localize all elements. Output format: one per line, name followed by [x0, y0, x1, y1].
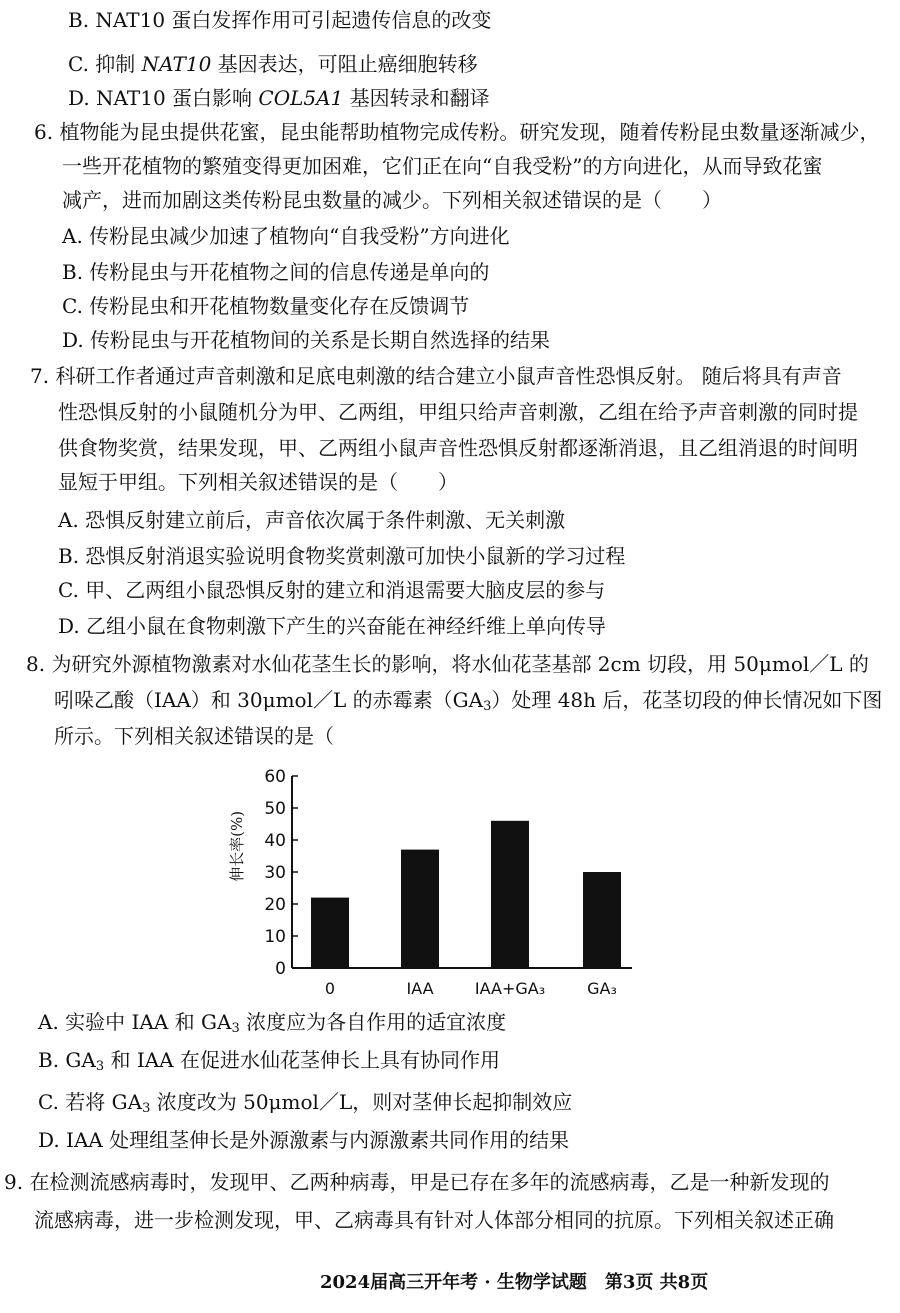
- bar-3: [583, 872, 621, 968]
- q7-option-a: A. 恐惧反射建立前后，声音依次属于条件刺激、无关刺激: [58, 508, 566, 532]
- q6-stem-2: 一些开花植物的繁殖变得更加困难，它们正在向“自我受粉”的方向进化，从而导致花蜜: [62, 154, 823, 178]
- q5-d-gene: COL5A1: [258, 86, 344, 110]
- q5-option-d: [68, 84, 490, 112]
- q8-b-sub: 3: [95, 1059, 105, 1074]
- q8-c-sub: 3: [142, 1101, 151, 1116]
- bar-1: [401, 850, 439, 968]
- q5-c-gene: NAT10: [141, 52, 212, 76]
- page-footer: 2024届高三开年考 · 生物学试题 第3页 共8页: [320, 1272, 709, 1293]
- y-tick-label: 20: [264, 895, 286, 915]
- x-category-label: IAA+GA₃: [474, 979, 546, 998]
- q8-stem-3: 所示。下列相关叙述错误的是（: [54, 724, 334, 748]
- q9-stem-1: 9. 在检测流感病毒时，发现甲、乙两种病毒，甲是已存在多年的流感病毒，乙是一种新发现的: [4, 1170, 830, 1194]
- q5-c-suffix: 基因表达，可阻止癌细胞转移: [211, 52, 478, 76]
- q7-stem-3: 供食物奖赏，结果发现，甲、乙两组小鼠声音性恐惧反射都逐渐消退，且乙组消退的时间明: [58, 436, 858, 460]
- bar-0: [311, 898, 349, 968]
- q6-option-a: A. 传粉昆虫减少加速了植物向“自我受粉”方向进化: [62, 224, 510, 248]
- q8-stem-1: 8. 为研究外源植物激素对水仙花茎生长的影响，将水仙花茎基部 2cm 切段，用 50μmol／L 的: [26, 652, 869, 676]
- y-tick-label: 60: [264, 767, 286, 787]
- q8-stem-2a: 吲哚乙酸（IAA）和 30μmol／L 的赤霉素（GA: [54, 688, 484, 712]
- q6-stem-1: 6. 植物能为昆虫提供花蜜，昆虫能帮助植物完成传粉。研究发现，随着传粉昆虫数量逐渐减少，: [34, 120, 880, 144]
- bar-2: [491, 821, 529, 968]
- q8-c-c: 浓度改为 50μmol／L，则对茎伸长起抑制效应: [150, 1090, 573, 1114]
- q7-option-c: C. 甲、乙两组小鼠恐惧反射的建立和消退需要大脑皮层的参与: [58, 578, 606, 602]
- q6-stem-3: 减产，进而加剧这类传粉昆虫数量的减少。下列相关叙述错误的是（ ）: [62, 188, 722, 212]
- q6-option-b: B. 传粉昆虫与开花植物之间的信息传递是单向的: [62, 260, 490, 284]
- y-tick-label: 40: [264, 831, 286, 851]
- q8-a-a: A. 实验中 IAA 和 GA: [38, 1010, 232, 1034]
- x-category-label: IAA: [406, 979, 434, 998]
- y-axis-label: 伸长率(%): [228, 810, 246, 882]
- q8-c-a: C. 若将 GA: [38, 1090, 143, 1114]
- y-tick-label: 30: [264, 863, 286, 883]
- q7-option-d: D. 乙组小鼠在食物刺激下产生的兴奋能在神经纤维上单向传导: [58, 614, 607, 638]
- q6-option-d: D. 传粉昆虫与开花植物间的关系是长期自然选择的结果: [62, 328, 551, 352]
- q8-a-c: 浓度应为各自作用的适宜浓度: [239, 1010, 507, 1034]
- q7-stem-1: 7. 科研工作者通过声音刺激和足底电刺激的结合建立小鼠声音性恐惧反射。 随后将具有声音: [30, 364, 842, 388]
- q8-b-a: B. GA: [38, 1048, 96, 1072]
- q8-stem-2-sub: 3: [483, 699, 492, 714]
- q8-b-c: 和 IAA 在促进水仙花茎伸长上具有协同作用: [104, 1048, 500, 1072]
- q7-stem-2: 性恐惧反射的小鼠随机分为甲、乙两组，甲组只给声音刺激，乙组在给予声音刺激的同时提: [58, 400, 858, 424]
- q5-d-suffix: 基因转录和翻译: [343, 86, 490, 110]
- y-tick-label: 10: [264, 927, 286, 947]
- q5-option-b: B. NAT10 蛋白发挥作用可引起遗传信息的改变: [68, 8, 492, 32]
- q8-option-c: [38, 1088, 572, 1116]
- q9-stem-2: 流感病毒，进一步检测发现，甲、乙病毒具有针对人体部分相同的抗原。下列相关叙述正确: [34, 1208, 834, 1232]
- q8-stem-2: [54, 686, 882, 714]
- q8-a-sub: 3: [231, 1021, 240, 1036]
- x-category-label: 0: [324, 979, 336, 998]
- q5-d-prefix: D. NAT10 蛋白影响: [68, 86, 259, 110]
- q7-option-b: B. 恐惧反射消退实验说明食物奖赏刺激可加快小鼠新的学习过程: [58, 544, 626, 568]
- q5-option-c: [68, 50, 478, 78]
- q5-c-prefix: C. 抑制: [68, 52, 142, 76]
- q8-option-b: [38, 1046, 500, 1074]
- elongation-bar-chart: [220, 762, 640, 1002]
- q7-stem-4: 显短于甲组。下列相关叙述错误的是（ ）: [58, 470, 458, 494]
- y-tick-label: 0: [275, 959, 286, 979]
- y-tick-label: 50: [264, 799, 286, 819]
- x-category-label: GA₃: [587, 979, 617, 998]
- q8-option-d: D. IAA 处理组茎伸长是外源激素与内源激素共同作用的结果: [38, 1128, 570, 1152]
- q8-stem-2c: ）处理 48h 后，花茎切段的伸长情况如下图: [491, 688, 883, 712]
- q6-option-c: C. 传粉昆虫和开花植物数量变化存在反馈调节: [62, 294, 470, 318]
- q8-option-a: [38, 1008, 506, 1036]
